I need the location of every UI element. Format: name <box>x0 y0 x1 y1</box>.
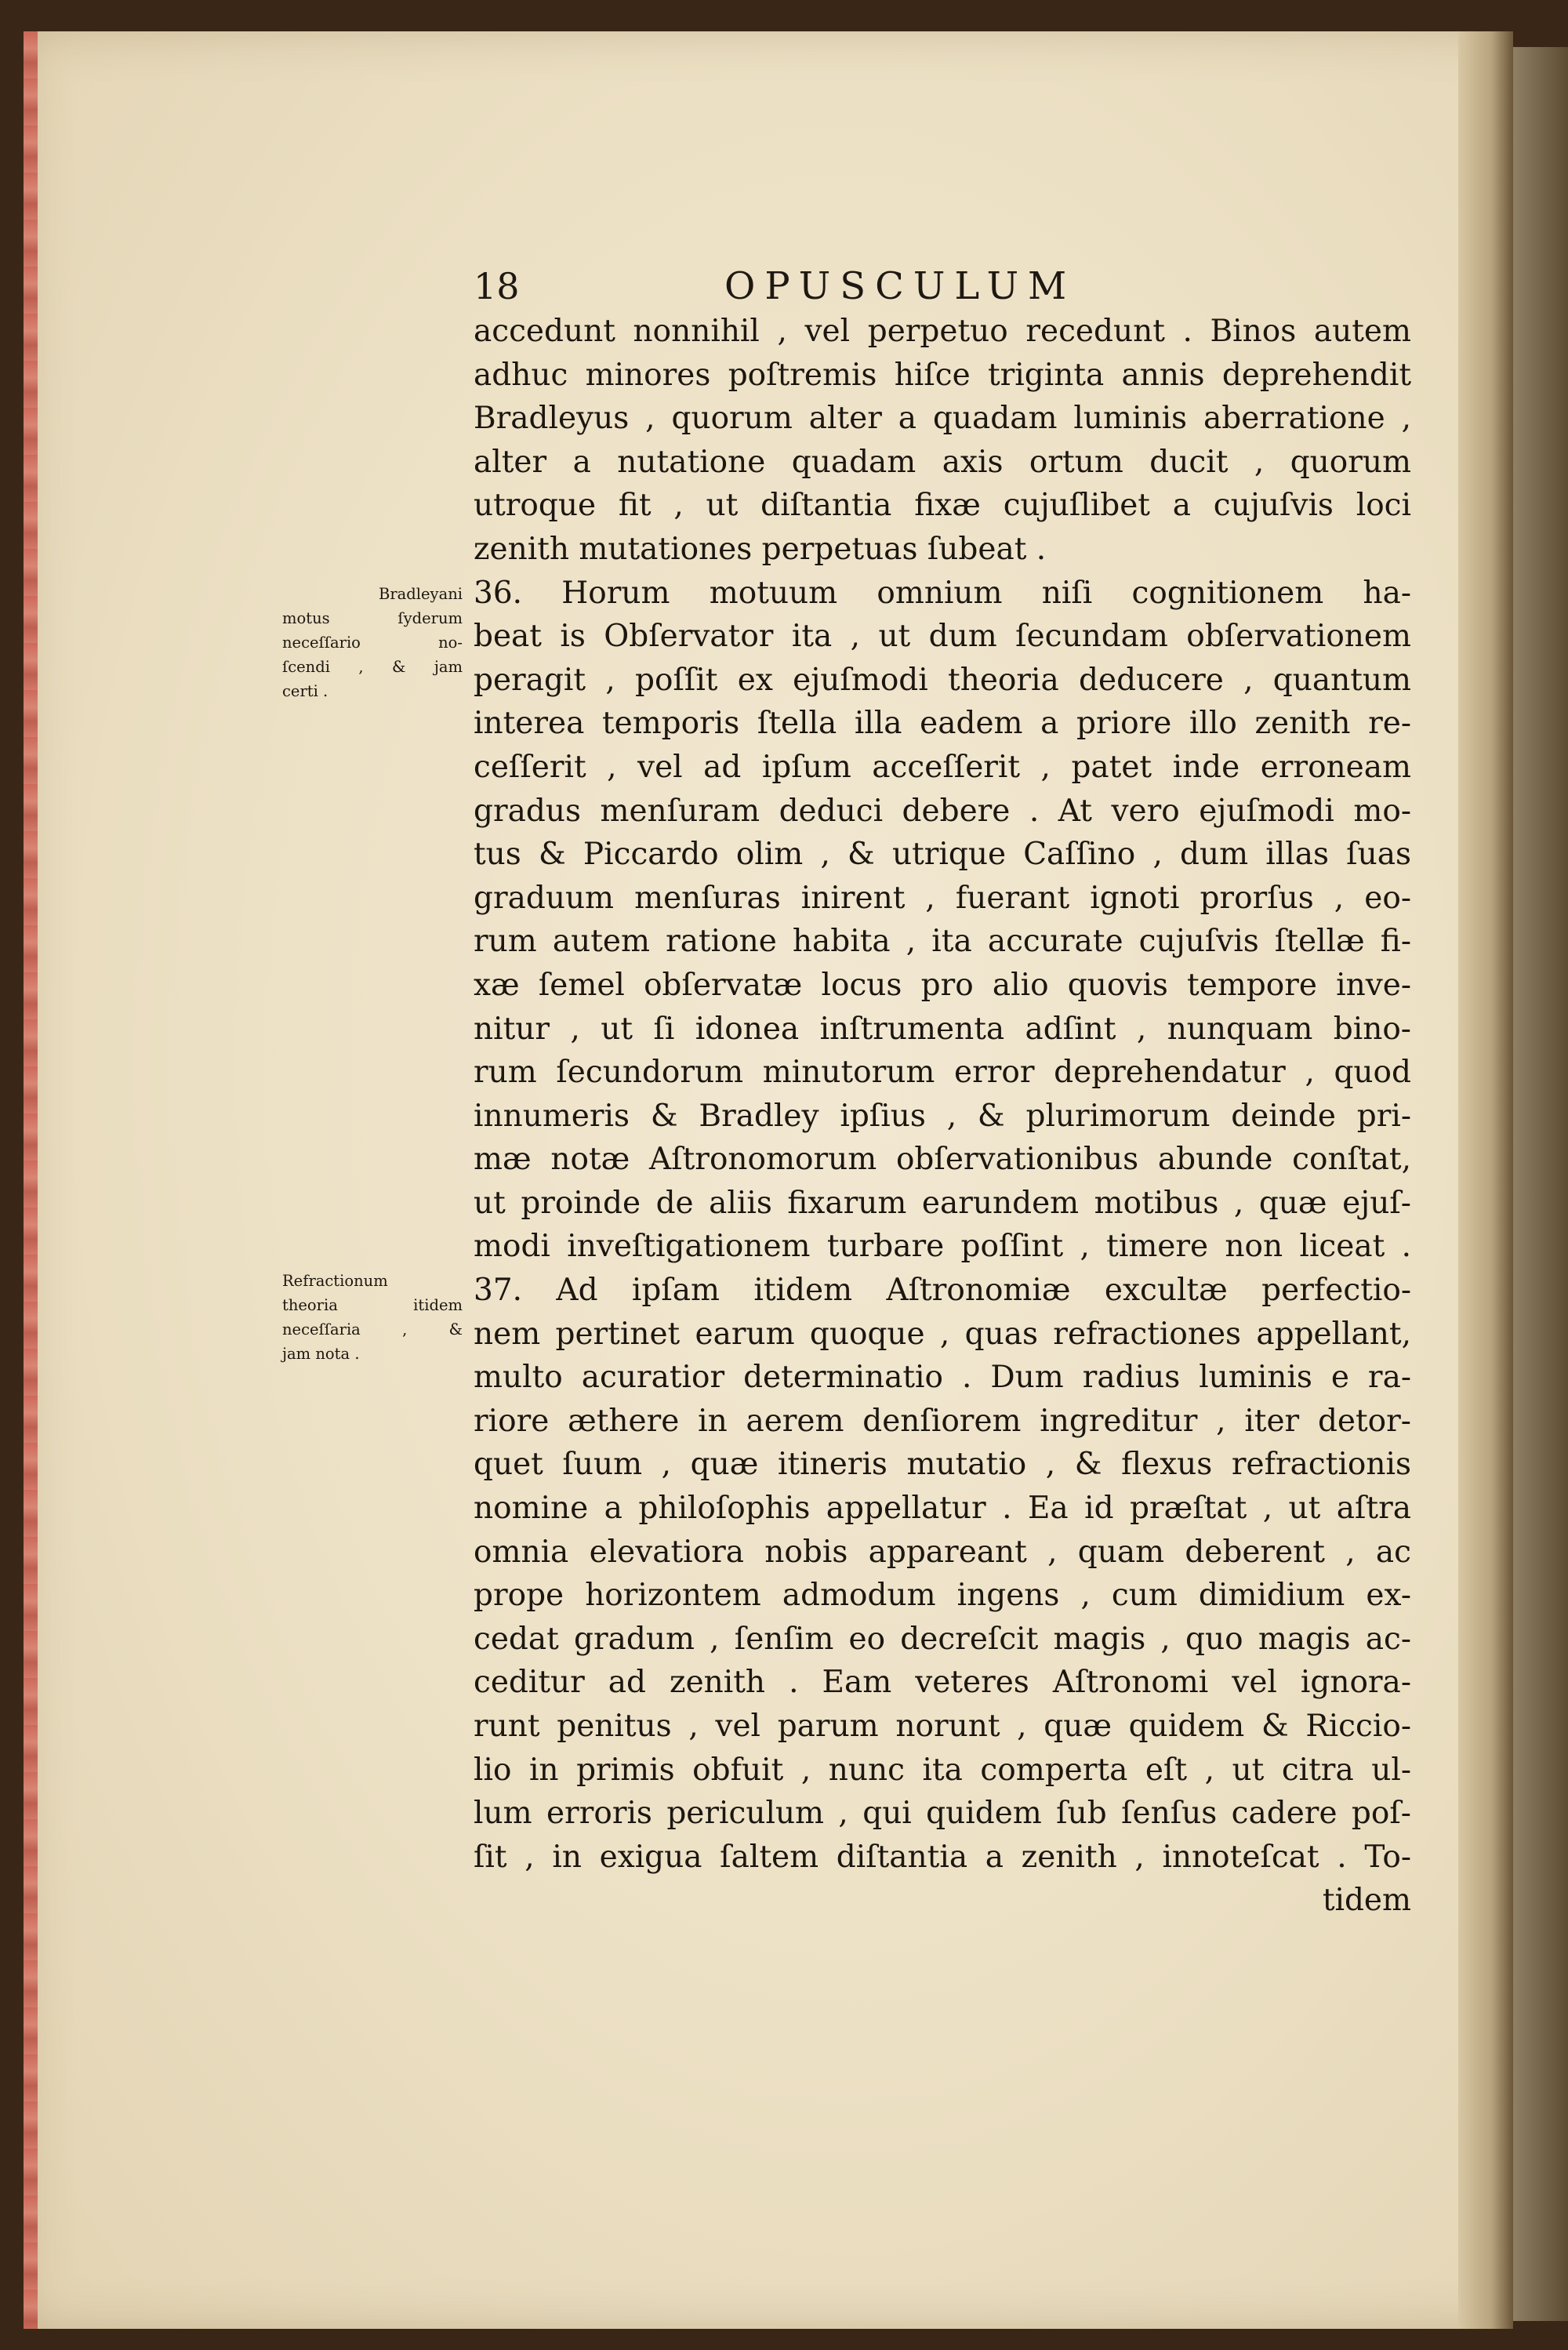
text-line: Bradleyus , quorum alter a quadam luminis aberratione , <box>474 401 1411 437</box>
binding-gutter <box>1458 31 1513 2329</box>
body-text <box>474 310 1411 1923</box>
text-line: adhuc minores poſtremis hiſce triginta annis deprehendit <box>474 357 1411 393</box>
text-line: rum ſecundorum minutorum error deprehendatur , quod <box>474 1055 1411 1091</box>
text-line: rum autem ratione habita , ita accurate cujuſvis ſtellæ fi- <box>474 924 1411 960</box>
text-line: ceditur ad zenith . Eam veteres Aſtronomi vel ignora- <box>474 1665 1411 1701</box>
facing-page-edge <box>1513 47 1568 2321</box>
text-line: multo acuratior determinatio . Dum radius luminis e ra- <box>474 1360 1411 1396</box>
text-line: alter a nutatione quadam axis ortum ducit , quorum <box>474 444 1411 480</box>
text-line: gradus menſuram deduci debere . At vero ejuſmodi mo- <box>474 793 1411 829</box>
paragraph-36-start: 36. Horum motuum omnium niſi cognitionem ha- <box>474 575 1411 611</box>
text-line: runt penitus , vel parum norunt , quæ quidem & Riccio- <box>474 1709 1411 1744</box>
text-line: lum erroris periculum , qui quidem ſub ſenſus cadere poſ- <box>474 1796 1411 1832</box>
margin-note-line: motus ſyderum <box>282 609 463 627</box>
margin-note-line: jam nota . <box>282 1345 360 1363</box>
text-line: tus & Piccardo olim , & utrique Caſſino , dum illas ſuas <box>474 837 1411 873</box>
margin-note-line: theoria itidem <box>282 1296 463 1314</box>
text-line: omnia elevatiora nobis appareant , quam deberent , ac <box>474 1534 1411 1570</box>
catchword: tidem <box>1322 1883 1411 1919</box>
text-line: interea temporis ſtella illa eadem a priore illo zenith re- <box>474 706 1411 742</box>
text-line: graduum menſuras inirent , fuerant ignoti prorſus , eo- <box>474 880 1411 916</box>
margin-note-line: neceſſaria , & <box>282 1320 463 1338</box>
text-line: innumeris & Bradley ipſius , & plurimorum deinde pri- <box>474 1098 1411 1134</box>
margin-note-line: Refractionum <box>282 1272 388 1290</box>
text-line: nitur , ut ſi idonea inſtrumenta adſint , nunquam bino- <box>474 1011 1411 1047</box>
text-line: ceſſerit , vel ad ipſum acceſſerit , patet inde erroneam <box>474 749 1411 785</box>
text-line: zenith mutationes perpetuas ſubeat . <box>474 531 1047 567</box>
text-line: ut proinde de aliis fixarum earundem motibus , quæ ejuſ- <box>474 1185 1411 1221</box>
text-line: nem pertinet earum quoque , quas refractiones appellant, <box>474 1316 1411 1352</box>
red-page-edge <box>24 31 38 2329</box>
text-line: mæ notæ Aſtronomorum obſervationibus abunde conſtat, <box>474 1142 1411 1178</box>
text-line: modi inveſtigationem turbare poſſint , timere non liceat . <box>474 1229 1411 1265</box>
text-line: cedat gradum , ſenſim eo decreſcit magis , quo magis ac- <box>474 1621 1411 1657</box>
margin-note-line: certi . <box>282 682 328 700</box>
text-line: peragit , poſſit ex ejuſmodi theoria deducere , quantum <box>474 662 1411 698</box>
text-line: utroque fit , ut diſtantia fixæ cujuſlibet a cujuſvis loci <box>474 488 1411 524</box>
paragraph-37-start: 37. Ad ipſam itidem Aſtronomiæ excultæ perfectio- <box>474 1273 1411 1309</box>
text-line: quet ſuum , quæ itineris mutatio , & flexus refractionis <box>474 1447 1411 1483</box>
page-header <box>474 263 1411 310</box>
text-line: ſit , in exigua ſaltem diſtantia a zenith , innoteſcat . To- <box>474 1839 1411 1875</box>
text-line: nomine a philoſophis appellatur . Ea id præſtat , ut aſtra <box>474 1491 1411 1527</box>
page-number: 18 <box>474 265 520 307</box>
running-title: OPUSCULUM <box>724 264 1076 308</box>
text-line: riore æthere in aerem denſiorem ingreditur , iter detor- <box>474 1403 1411 1439</box>
margin-note-refraction <box>282 1269 463 1366</box>
text-line: accedunt nonnihil , vel perpetuo recedunt . Binos autem <box>474 314 1411 349</box>
text-line: lio in primis obfuit , nunc ita comperta eſt , ut citra ul- <box>474 1752 1411 1788</box>
margin-note-bradley <box>282 582 463 703</box>
text-line: beat is Obſervator ita , ut dum ſecundam obſervationem <box>474 619 1411 655</box>
margin-note-line: ſcendi , & jam <box>282 658 463 676</box>
margin-note-line: Bradleyani <box>379 585 463 603</box>
text-line: xæ ſemel obſervatæ locus pro alio quovis tempore inve- <box>474 967 1411 1003</box>
text-line: prope horizontem admodum ingens , cum dimidium ex- <box>474 1578 1411 1614</box>
margin-note-line: neceſſario no- <box>282 634 463 652</box>
